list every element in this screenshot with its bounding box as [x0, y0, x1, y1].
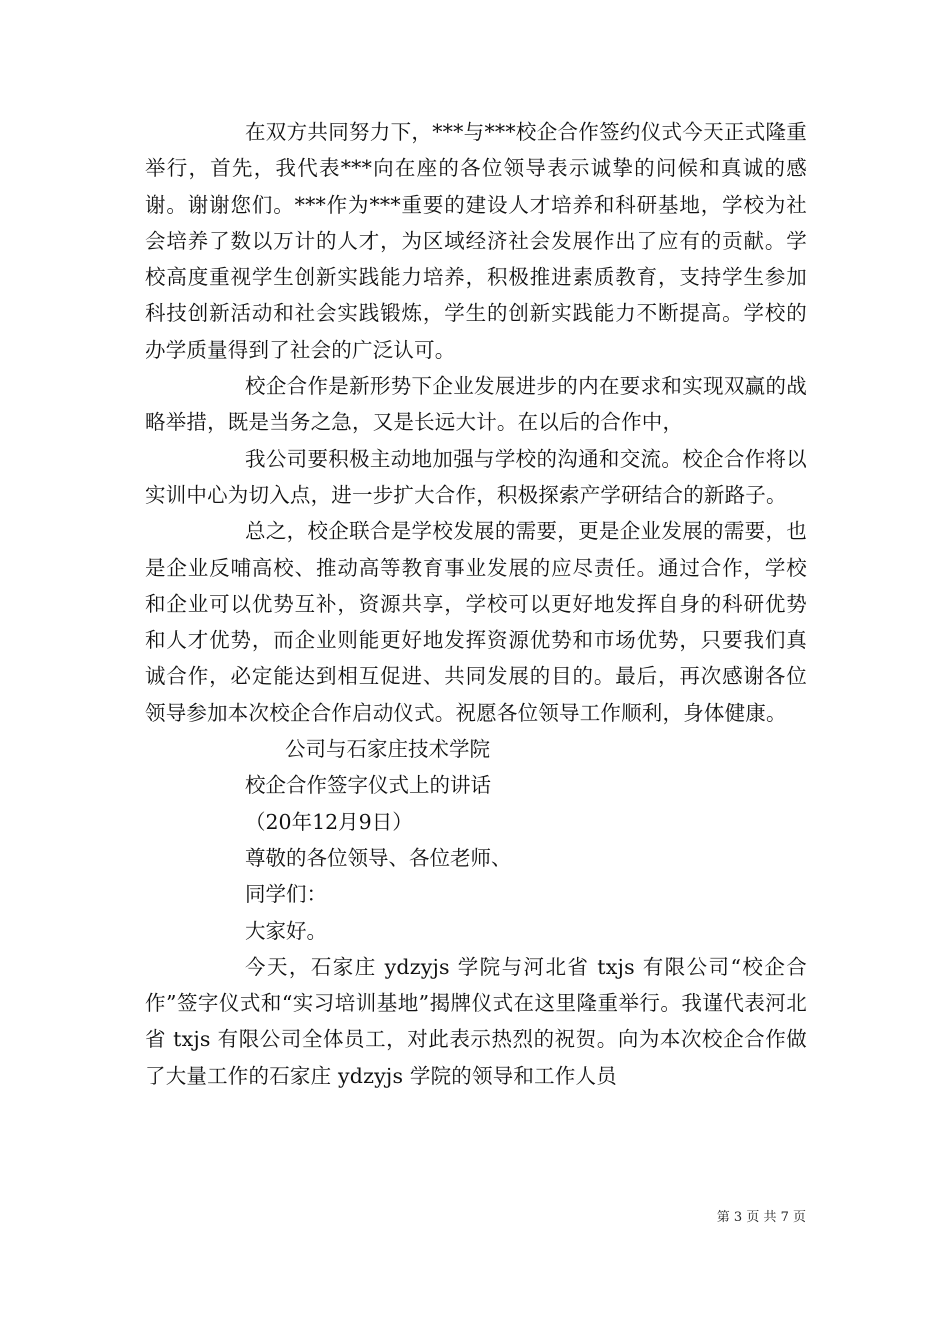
page-number: 第 3 页 共 7 页 — [716, 1210, 806, 1225]
body-paragraph-4: 总之，校企联合是学校发展的需要，更是企业发展的需要，也是企业反哺高校、推动高等教育事业发展的应尽责任。通过合作，学校和企业可以优势互补，资源共享，学校可以更好地发挥自身的科研优势和人才优势，而企业则能更好地发挥资源优势和市场优势，只要我们真诚合作，必定能达到相互促进、共同发展的目的。最后，再次感谢各位领导参加本次校企合作启动仪式。祝愿各位领导工作顺利，身体健康。 — [145, 519, 807, 725]
body-paragraph-2: 校企合作是新形势下企业发展进步的内在要求和实现双赢的战略举措，既是当务之急，又是长远大计。在以后的合作中， — [145, 374, 807, 435]
speech-date: （20年12月9日） — [245, 809, 413, 834]
speech-heading-line-1: 公司与石家庄技术学院 — [285, 737, 490, 762]
closing-paragraph: 今天，石家庄 ydzyjs 学院与河北省 txjs 有限公司“校企合作”签字仪式和“实习培训基地”揭牌仪式在这里隆重举行。我谨代表河北省 txjs 有限公司全体员工，对此表示热烈的祝贺。向为本次校企合作做了大量工作的石家庄 ydzyjs 学院的领导和工作人员 — [145, 954, 807, 1088]
body-paragraph-1: 在双方共同努力下，***与***校企合作签约仪式今天正式隆重举行，首先，我代表***向在座的各位领导表示诚挚的问候和真诚的感谢。谢谢您们。***作为***重要的建设人才培养和科研基地，学校为社会培养了数以万计的人才，为区域经济社会发展作出了应有的贡献。学校高度重视学生创新实践能力培养，积极推进素质教育，支持学生参加科技创新活动和社会实践锻炼，学生的创新实践能力不断提高。学校的办学质量得到了社会的广泛认可。 — [145, 120, 807, 362]
greeting: 大家好。 — [245, 918, 327, 943]
salutation-line-2: 同学们： — [245, 882, 327, 907]
document-body — [145, 114, 807, 1094]
speech-heading-line-2: 校企合作签字仪式上的讲话 — [245, 773, 491, 798]
body-paragraph-3: 我公司要积极主动地加强与学校的沟通和交流。校企合作将以实训中心为切入点，进一步扩大合作，积极探索产学研结合的新路子。 — [145, 446, 807, 507]
salutation-line-1: 尊敬的各位领导、各位老师、 — [245, 845, 512, 870]
